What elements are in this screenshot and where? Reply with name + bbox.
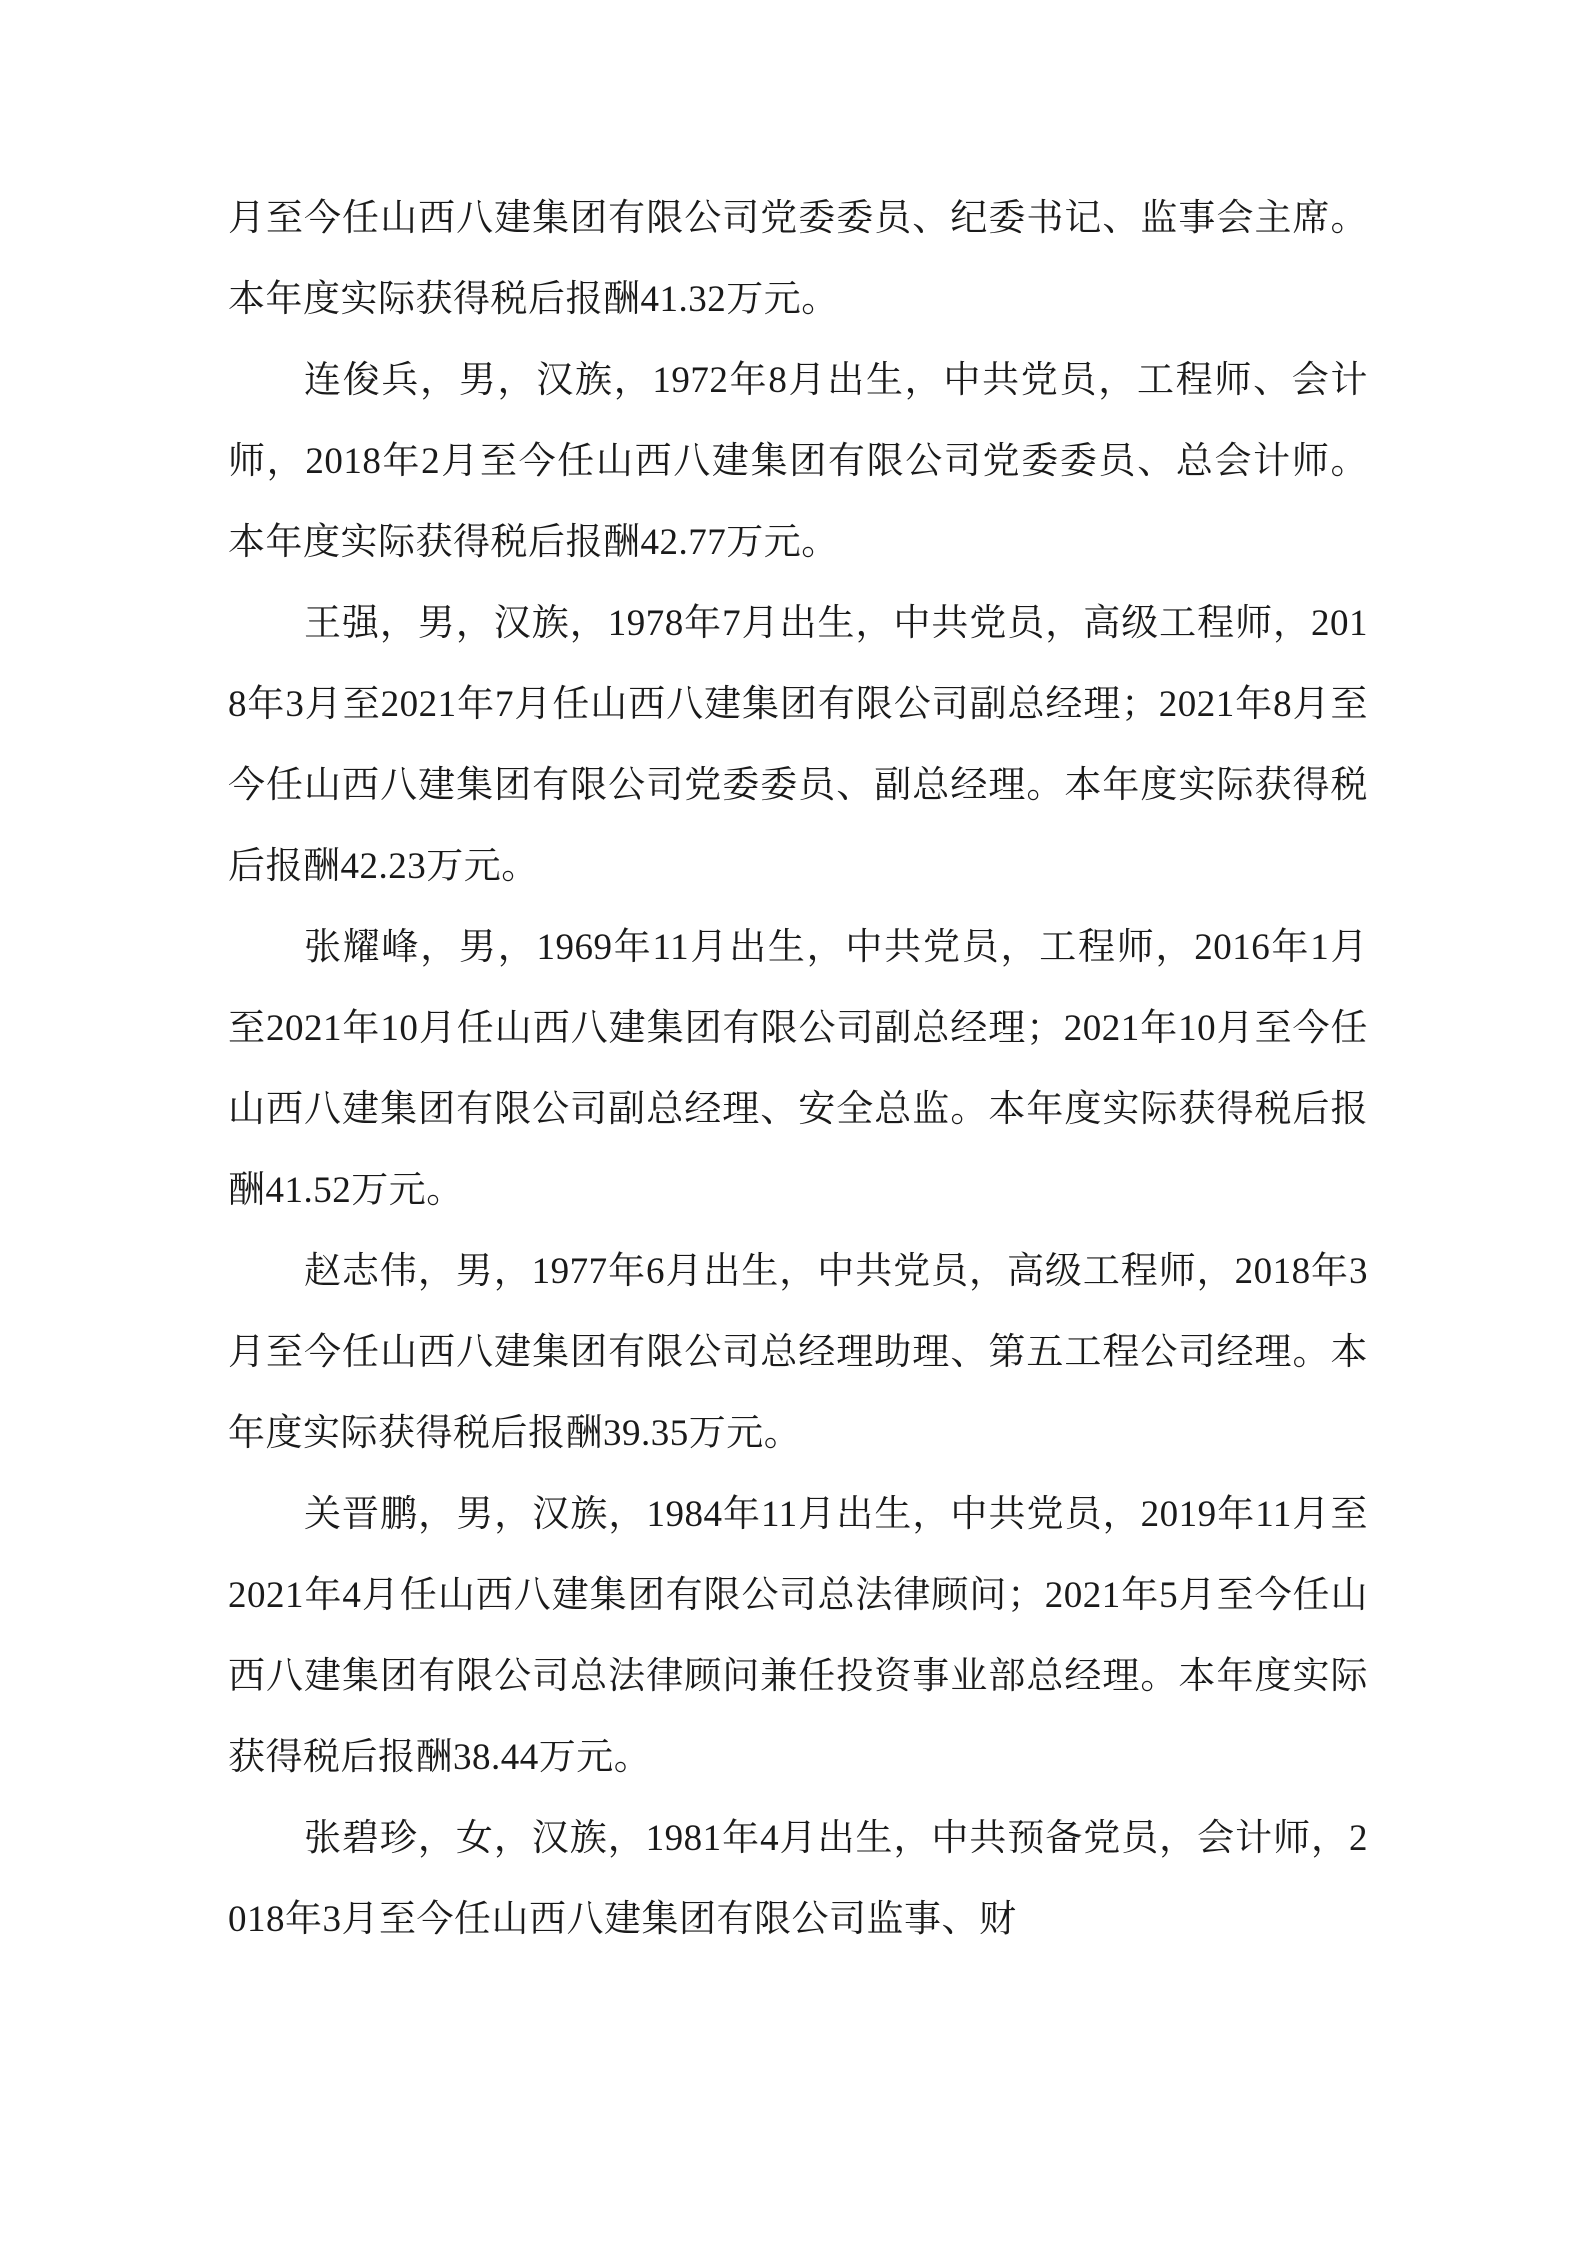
paragraph-zhangyaofeng: 张耀峰，男，1969年11月出生，中共党员，工程师，2016年1月至2021年10月任山西八建集团有限公司副总经理；2021年10月至今任山西八建集团有限公司副总经理、安全总监。本年度实际获得税后报酬41.52万元。 xyxy=(228,927,1368,1211)
document-body xyxy=(228,178,1368,1960)
paragraph-lianjunbing: 连俊兵，男，汉族，1972年8月出生，中共党员，工程师、会计师，2018年2月至今任山西八建集团有限公司党委委员、总会计师。本年度实际获得税后报酬42.77万元。 xyxy=(228,360,1368,563)
paragraph-zhaozhiwei: 赵志伟，男，1977年6月出生，中共党员，高级工程师，2018年3月至今任山西八建集团有限公司总经理助理、第五工程公司经理。本年度实际获得税后报酬39.35万元。 xyxy=(228,1251,1368,1454)
paragraph-guanjinpeng: 关晋鹏，男，汉族，1984年11月出生，中共党员，2019年11月至2021年4月任山西八建集团有限公司总法律顾问；2021年5月至今任山西八建集团有限公司总法律顾问兼任投资事业部总经理。本年度实际获得税后报酬38.44万元。 xyxy=(228,1494,1368,1778)
paragraph-zhangbizhen: 张碧珍，女，汉族，1981年4月出生，中共预备党员，会计师，2018年3月至今任山西八建集团有限公司监事、财 xyxy=(228,1818,1368,1940)
paragraph-wangqiang: 王强，男，汉族，1978年7月出生，中共党员，高级工程师，2018年3月至2021年7月任山西八建集团有限公司副总经理；2021年8月至今任山西八建集团有限公司党委委员、副总经理。本年度实际获得税后报酬42.23万元。 xyxy=(228,603,1368,887)
paragraph-continued: 月至今任山西八建集团有限公司党委委员、纪委书记、监事会主席。本年度实际获得税后报酬41.32万元。 xyxy=(228,198,1368,320)
